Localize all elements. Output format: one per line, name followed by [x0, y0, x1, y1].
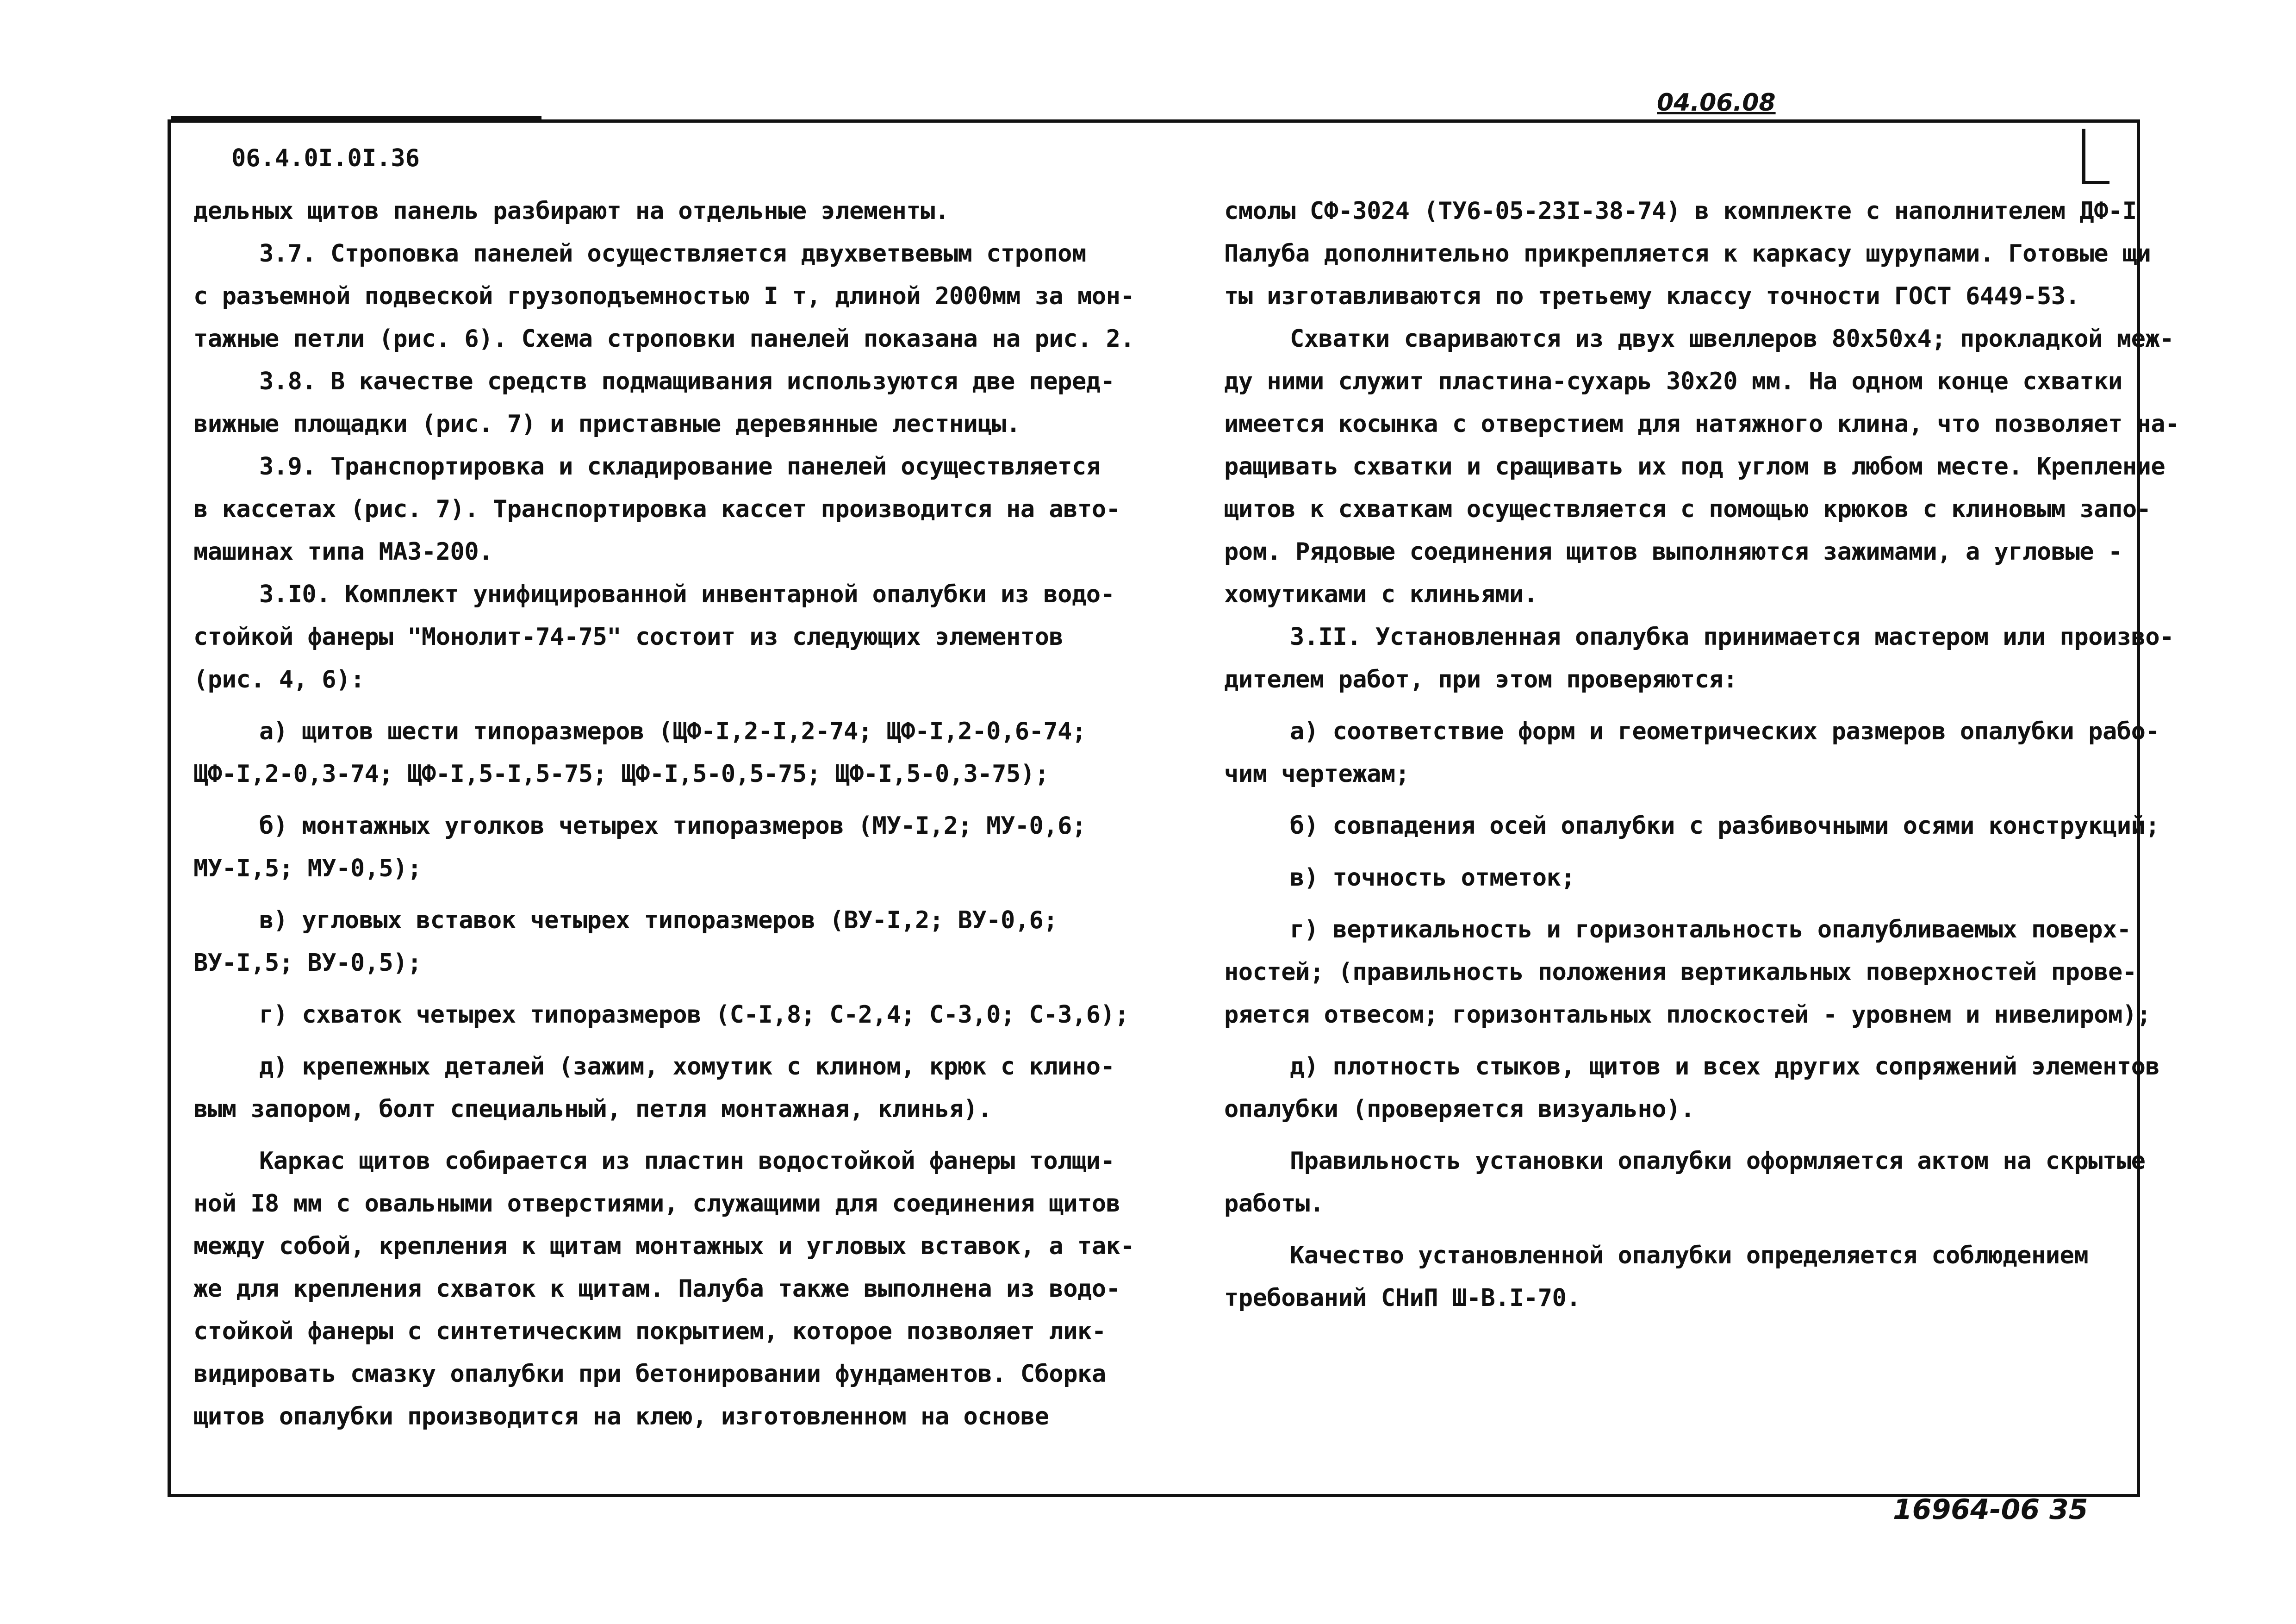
- text-line: щитов к схваткам осуществляется с помощью крюков с клиновым запо-: [1224, 495, 2151, 523]
- text-line: вижные площадки (рис. 7) и приставные деревянные лестницы.: [193, 410, 1020, 438]
- text-line: стойкой фанеры с синтетическим покрытием, которое позволяет лик-: [193, 1318, 1106, 1345]
- text-line: г) вертикальность и горизонтальность опалубливаемых поверх-: [1290, 916, 2131, 943]
- handwritten-sheet-number: 16964-06 35: [1893, 1493, 2088, 1526]
- text-line: опалубки (проверяется визуально).: [1224, 1095, 1695, 1123]
- text-line: а) щитов шести типоразмеров (ЩФ-I,2-I,2-74; ЩФ-I,2-0,6-74;: [259, 718, 1086, 745]
- text-line: тажные петли (рис. 6). Схема строповки панелей показана на рис. 2.: [193, 325, 1135, 353]
- text-line: ду ними служит пластина-сухарь 30х20 мм. На одном конце схватки: [1224, 368, 2122, 395]
- text-line: с разъемной подвеской грузоподъемностью I т, длиной 2000мм за мон-: [193, 282, 1135, 310]
- text-line: Палуба дополнительно прикрепляется к каркасу шурупами. Готовые щи: [1224, 240, 2151, 268]
- text-line: в) точность отметок;: [1290, 864, 1575, 892]
- text-line: г) схваток четырех типоразмеров (С-I,8; С-2,4; С-3,0; С-3,6);: [259, 1001, 1129, 1029]
- text-line: щитов опалубки производится на клею, изготовленном на основе: [193, 1403, 1049, 1430]
- text-line: 3.9. Транспортировка и складирование панелей осуществляется: [259, 453, 1101, 481]
- document-code: 06.4.0I.0I.36: [231, 144, 420, 172]
- text-line: ряется отвесом; горизонтальных плоскостей - уровнем и нивелиром);: [1224, 1001, 2151, 1029]
- text-line: в кассетах (рис. 7). Транспортировка кассет производится на авто-: [193, 495, 1120, 523]
- text-line: в) угловых вставок четырех типоразмеров (ВУ-I,2; ВУ-0,6;: [259, 906, 1058, 934]
- right-column: [1224, 190, 2180, 1319]
- text-line: ВУ-I,5; ВУ-0,5);: [193, 949, 422, 977]
- text-line: ращивать схватки и сращивать их под углом в любом месте. Крепление: [1224, 453, 2165, 481]
- corner-bracket-mark: [2082, 129, 2109, 184]
- text-line: а) соответствие форм и геометрических размеров опалубки рабо-: [1290, 718, 2160, 745]
- handwritten-date: 04.06.08: [1657, 89, 1776, 117]
- text-line: дителем работ, при этом проверяются:: [1224, 666, 1738, 693]
- text-line: б) совпадения осей опалубки с разбивочными осями конструкций;: [1290, 812, 2160, 840]
- text-line: 3.I0. Комплект унифицированной инвентарной опалубки из водо-: [259, 581, 1115, 608]
- text-line: Качество установленной опалубки определяется соблюдением: [1290, 1242, 2089, 1269]
- text-line: 3.II. Установленная опалубка принимается мастером или произво-: [1290, 623, 2174, 651]
- text-line: имеется косынка с отверстием для натяжного клина, что позволяет на-: [1224, 410, 2180, 438]
- text-line: ты изготавливаются по третьему классу точности ГОСТ 6449-53.: [1224, 282, 2080, 310]
- text-line: же для крепления схваток к щитам. Палуба также выполнена из водо-: [193, 1275, 1120, 1303]
- text-line: д) плотность стыков, щитов и всех других сопряжений элементов: [1290, 1053, 2160, 1081]
- text-line: Правильность установки опалубки оформляется актом на скрытые: [1290, 1147, 2146, 1175]
- text-line: Схватки свариваются из двух швеллеров 80х50х4; прокладкой меж-: [1290, 325, 2174, 353]
- text-line: 3.8. В качестве средств подмащивания используются две перед-: [259, 368, 1115, 395]
- text-line: ЩФ-I,2-0,3-74; ЩФ-I,5-I,5-75; ЩФ-I,5-0,5-75; ЩФ-I,5-0,3-75);: [193, 760, 1049, 788]
- text-line: видировать смазку опалубки при бетонировании фундаментов. Сборка: [193, 1360, 1106, 1388]
- text-line: ной I8 мм с овальными отверстиями, служащими для соединения щитов: [193, 1190, 1120, 1218]
- text-line: Каркас щитов собирается из пластин водостойкой фанеры толщи-: [259, 1147, 1115, 1175]
- text-line: дельных щитов панель разбирают на отдельные элементы.: [193, 197, 949, 225]
- text-line: хомутиками с клиньями.: [1224, 581, 1538, 608]
- left-column: [193, 190, 1135, 1438]
- text-line: (рис. 4, 6):: [193, 666, 365, 693]
- text-line: требований СНиП Ш-В.I-70.: [1224, 1284, 1581, 1312]
- text-line: б) монтажных уголков четырех типоразмеров (МУ-I,2; МУ-0,6;: [259, 812, 1086, 840]
- text-line: вым запором, болт специальный, петля монтажная, клинья).: [193, 1095, 992, 1123]
- text-line: чим чертежам;: [1224, 760, 1410, 788]
- text-line: 3.7. Строповка панелей осуществляется двухветвевым стропом: [259, 240, 1086, 268]
- text-line: ностей; (правильность положения вертикальных поверхностей прове-: [1224, 958, 2137, 986]
- text-line: стойкой фанеры "Монолит-74-75" состоит из следующих элементов: [193, 623, 1064, 651]
- text-line: МУ-I,5; МУ-0,5);: [193, 855, 422, 882]
- text-line: смолы СФ-3024 (ТУ6-05-23I-38-74) в комплекте с наполнителем ДФ-I: [1224, 197, 2137, 225]
- text-line: ром. Рядовые соединения щитов выполняются зажимами, а угловые -: [1224, 538, 2122, 566]
- text-line: между собой, крепления к щитам монтажных и угловых вставок, а так-: [193, 1232, 1135, 1260]
- text-line: д) крепежных деталей (зажим, хомутик с клином, крюк с клино-: [259, 1053, 1115, 1081]
- text-line: машинах типа МАЗ-200.: [193, 538, 493, 566]
- text-line: работы.: [1224, 1190, 1324, 1218]
